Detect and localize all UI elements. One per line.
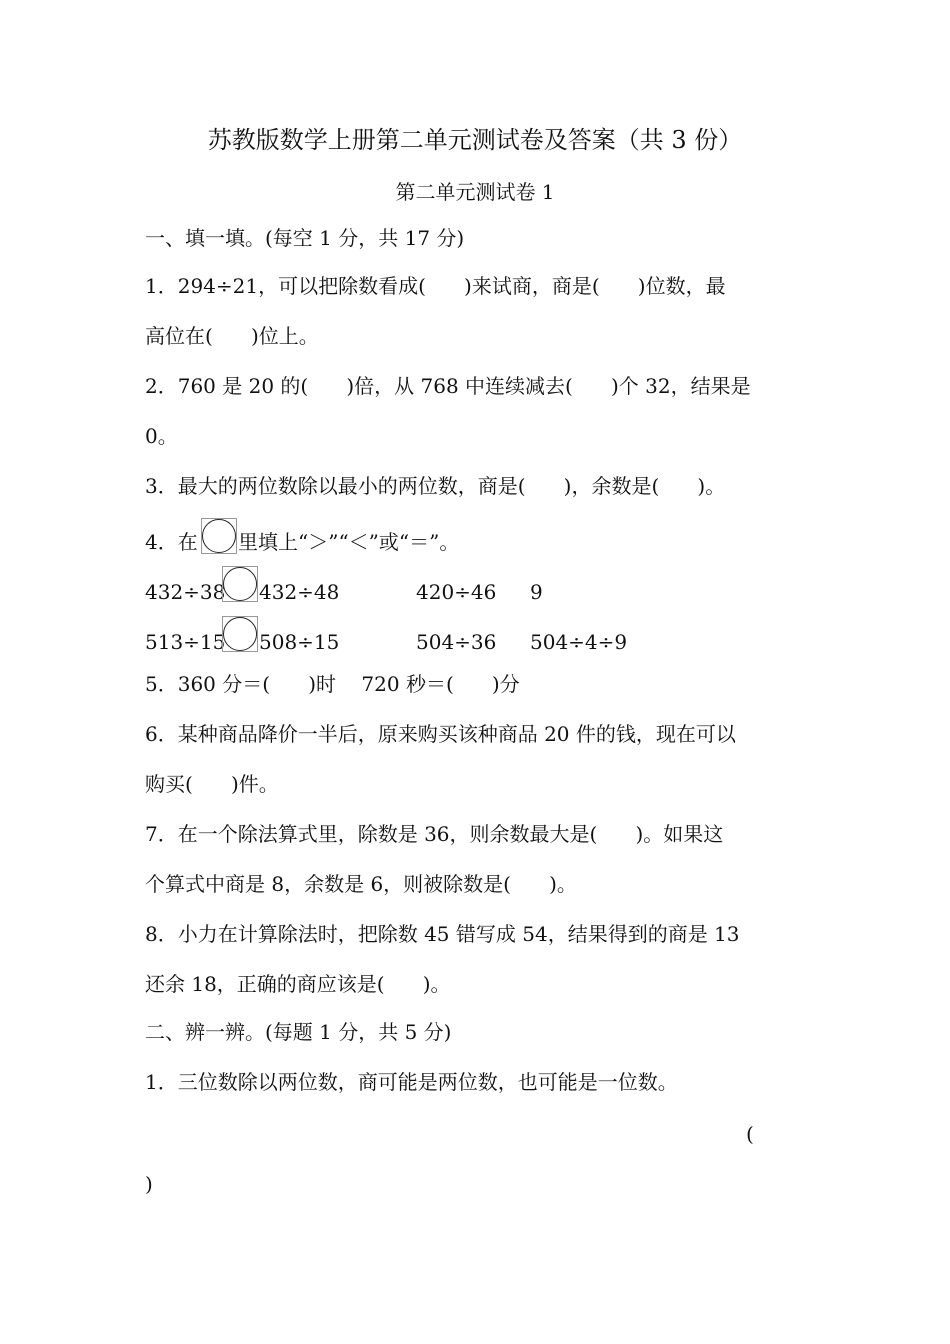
- question-2-line-1: 2．760 是 20 的( )倍，从 768 中连续减去( )个 32，结果是: [145, 374, 751, 398]
- question-8-line-1: 8．小力在计算除法时，把除数 45 错写成 54，结果得到的商是 13: [145, 922, 740, 946]
- circle-blank-icon[interactable]: [222, 616, 258, 652]
- answer-bracket-close: ): [145, 1172, 153, 1196]
- question-2-line-2: 0。: [145, 424, 178, 448]
- q4-row2-right: 508÷15: [259, 630, 340, 654]
- q4-row1-left: 432÷38: [145, 580, 226, 604]
- q4-row2-col2-left: 504÷36: [416, 630, 497, 654]
- question-3: 3．最大的两位数除以最小的两位数，商是( )，余数是( )。: [145, 474, 726, 498]
- question-8-line-2: 还余 18，正确的商应该是( )。: [145, 972, 451, 996]
- question-1-line-2: 高位在( )位上。: [145, 324, 319, 348]
- q4-row2-left: 513÷15: [145, 630, 226, 654]
- q4-row1-col2-left: 420÷46: [416, 580, 497, 604]
- question-6-line-2: 购买( )件。: [145, 772, 279, 796]
- question-4-prefix: 4．在: [145, 530, 198, 554]
- section-2-heading: 二、辨一辨。(每题 1 分，共 5 分): [145, 1020, 452, 1044]
- question-6-line-1: 6．某种商品降价一半后，原来购买该种商品 20 件的钱，现在可以: [145, 722, 736, 746]
- q4-row1-col2-right: 9: [530, 580, 543, 604]
- section-2-question-1: 1．三位数除以两位数，商可能是两位数，也可能是一位数。: [145, 1070, 678, 1094]
- test-subtitle: 第二单元测试卷 1: [395, 180, 555, 204]
- question-1-line-1: 1．294÷21，可以把除数看成( )来试商，商是( )位数，最: [145, 274, 726, 298]
- question-7-line-1: 7．在一个除法算式里，除数是 36，则余数最大是( )。如果这: [145, 822, 724, 846]
- question-7-line-2: 个算式中商是 8，余数是 6，则被除数是( )。: [145, 872, 577, 896]
- document-title: 苏教版数学上册第二单元测试卷及答案（共 3 份）: [207, 126, 743, 154]
- q4-row1-right: 432÷48: [259, 580, 340, 604]
- circle-blank-icon[interactable]: [201, 518, 237, 554]
- question-5: 5．360 分＝( )时 720 秒＝( )分: [145, 672, 520, 696]
- circle-blank-icon[interactable]: [222, 566, 258, 602]
- question-4-suffix: 里填上“＞”“＜”或“＝”。: [238, 530, 460, 554]
- q4-row2-col2-right: 504÷4÷9: [530, 630, 628, 654]
- answer-bracket-open: (: [746, 1122, 754, 1146]
- section-1-heading: 一、填一填。(每空 1 分，共 17 分): [145, 226, 465, 250]
